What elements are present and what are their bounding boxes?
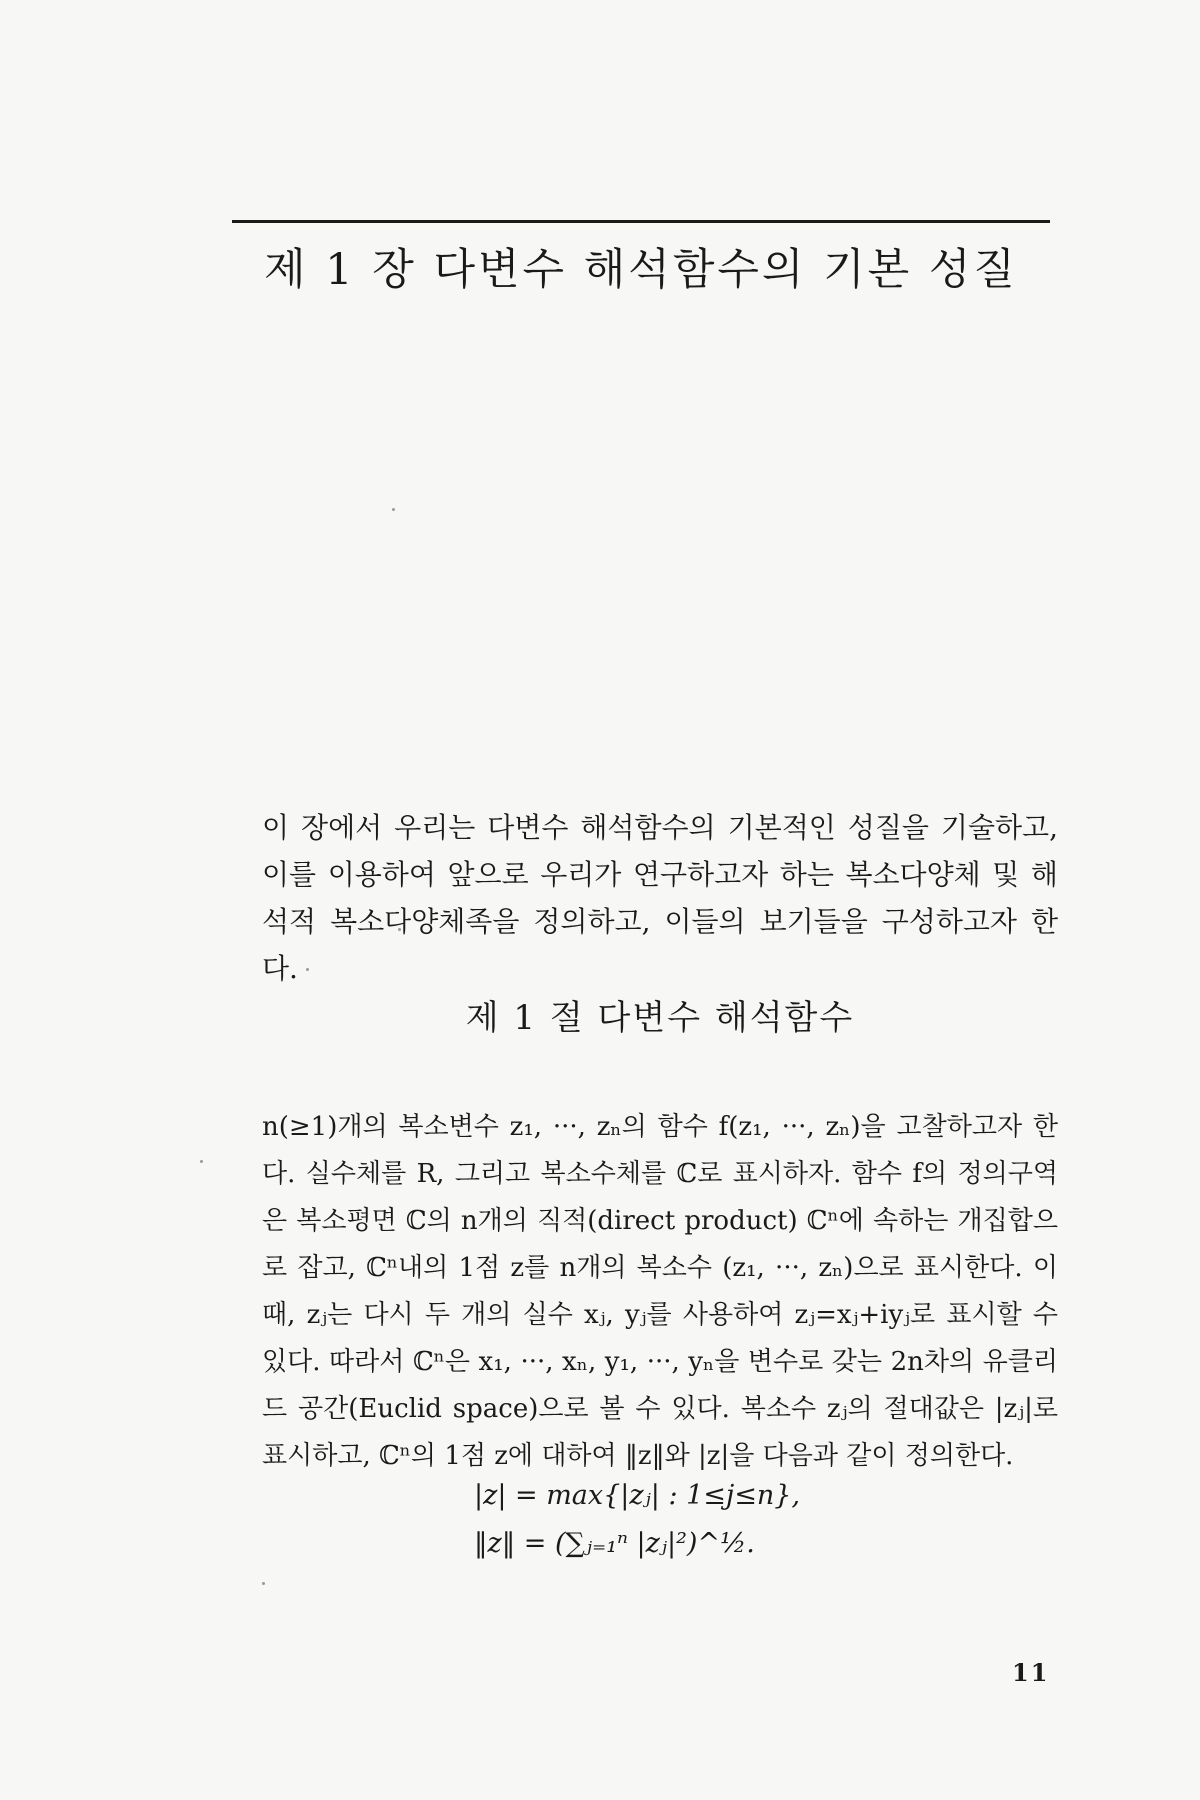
speck [392, 508, 395, 511]
body-paragraph: n(≥1)개의 복소변수 z₁, ···, zₙ의 함수 f(z₁, ···, zₙ)을 고찰하고자 한다. 실수체를 R, 그리고 복소수체를 ℂ로 표시하자. 함수 f의 정의구역은 복소평면 ℂ의 n개의 직적(direct product) ℂⁿ에 속하는 개집합으로 잡고, ℂⁿ내의 1점 z를 n개의 복소수 (z₁, ···, zₙ)으로 표시한다. 이때, zⱼ는 다시 두 개의 실수 xⱼ, yⱼ를 사용하여 zⱼ=xⱼ+iyⱼ로 표시할 수 있다. 따라서 ℂⁿ은 x₁, ···, xₙ, y₁, ···, yₙ을 변수로 갖는 2n차의 유클리드 공간(Euclid space)으로 볼 수 있다. 복소수 zⱼ의 절대값은 |zⱼ|로 표시하고, ℂⁿ의 1점 z에 대하여 ‖z‖와 |z|을 다음과 같이 정의한다. [262, 1112, 1058, 1471]
formula-max-norm: |z| = max{|zⱼ| : 1≤j≤n}, [474, 1480, 801, 1511]
chapter-rule [232, 220, 1050, 223]
section-title: 제 1 절 다변수 해석함수 [465, 998, 855, 1038]
speck [200, 1160, 203, 1163]
intro-paragraph: 이 장에서 우리는 다변수 해석함수의 기본적인 성질을 기술하고, 이를 이용하여 앞으로 우리가 연구하고자 하는 복소다양체 및 해석적 복소다양체족을 정의하고, 이들의 보기들을 구성하고자 한다. [262, 811, 1058, 985]
page-number: 11 [1012, 1658, 1050, 1687]
chapter-title: 제 1 장 다변수 해석함수의 기본 성질 [264, 245, 1018, 295]
speck [262, 1582, 265, 1585]
formula-euclid-norm: ‖z‖ = (∑ⱼ₌₁ⁿ |zⱼ|²)^½. [474, 1528, 755, 1559]
